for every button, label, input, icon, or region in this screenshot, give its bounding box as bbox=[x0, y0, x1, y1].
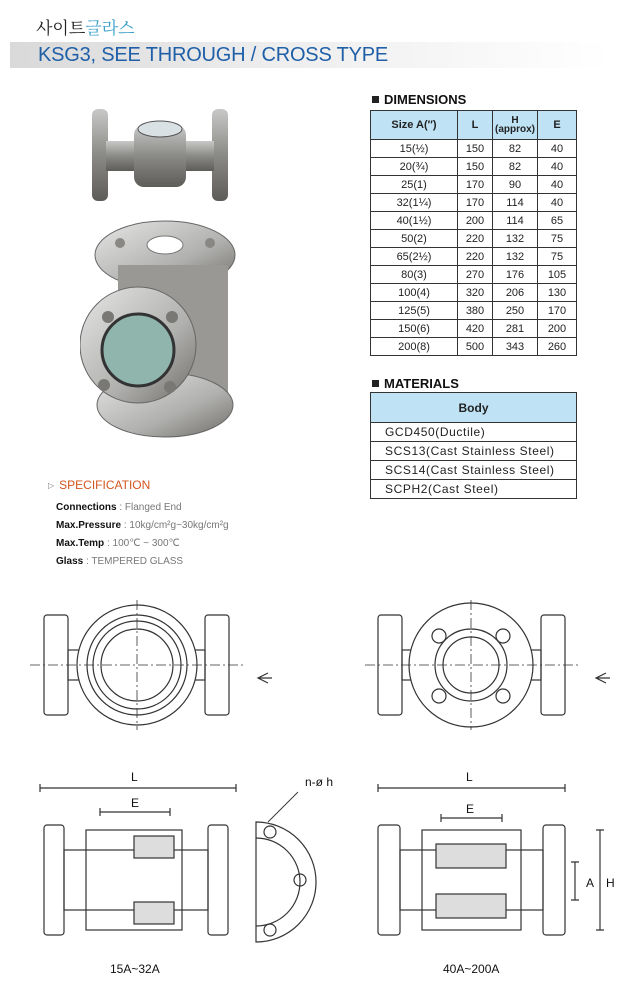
cell-size: 200(8) bbox=[371, 338, 458, 356]
left-front-view bbox=[30, 600, 272, 730]
dim-l-left: L bbox=[131, 770, 138, 784]
spec-connections: Connections : Flanged End bbox=[56, 502, 182, 513]
table-row bbox=[371, 212, 577, 230]
material-cell: SCPH2(Cast Steel) bbox=[371, 480, 577, 499]
cell-h: 132 bbox=[493, 248, 538, 266]
right-caption: 40A~200A bbox=[443, 962, 500, 976]
dim-a: A bbox=[586, 876, 595, 890]
spec-glass: Glass : TEMPERED GLASS bbox=[56, 556, 184, 567]
small-valve-photo bbox=[92, 109, 228, 201]
spec-value: TEMPERED GLASS bbox=[91, 556, 184, 567]
cell-l: 170 bbox=[458, 176, 493, 194]
category-prefix: 사이트 bbox=[36, 19, 86, 38]
cell-h: 82 bbox=[493, 158, 538, 176]
spec-label: Max.Temp bbox=[56, 538, 105, 549]
cell-size: 32(1¼) bbox=[371, 194, 458, 212]
dim-l-right: L bbox=[466, 770, 473, 784]
cell-size: 20(¾) bbox=[371, 158, 458, 176]
table-row bbox=[371, 480, 577, 499]
specification-heading: ▷ SPECIFICATION bbox=[48, 478, 150, 492]
cell-size: 50(2) bbox=[371, 230, 458, 248]
col-h-approx: (approx) bbox=[495, 124, 535, 135]
spec-temp: Max.Temp : 100℃ ~ 300℃ bbox=[56, 538, 180, 549]
cell-h: 82 bbox=[493, 140, 538, 158]
cell-size: 15(½) bbox=[371, 140, 458, 158]
table-row bbox=[371, 248, 577, 266]
cell-size: 100(4) bbox=[371, 284, 458, 302]
cell-size: 40(1½) bbox=[371, 212, 458, 230]
product-photos bbox=[80, 95, 260, 445]
large-valve-photo bbox=[80, 221, 235, 437]
table-row bbox=[371, 423, 577, 442]
col-e: E bbox=[538, 111, 577, 140]
left-section-view bbox=[40, 784, 316, 942]
table-row bbox=[371, 140, 577, 158]
cell-size: 150(6) bbox=[371, 320, 458, 338]
dimensions-header-row bbox=[371, 111, 577, 140]
cell-h: 176 bbox=[493, 266, 538, 284]
dimensions-table bbox=[370, 110, 577, 356]
cell-e: 200 bbox=[538, 320, 577, 338]
cell-e: 40 bbox=[538, 158, 577, 176]
cell-h: 343 bbox=[493, 338, 538, 356]
cell-h: 114 bbox=[493, 194, 538, 212]
cell-size: 25(1) bbox=[371, 176, 458, 194]
cell-e: 105 bbox=[538, 266, 577, 284]
cell-h: 90 bbox=[493, 176, 538, 194]
col-size: Size A(″) bbox=[371, 111, 458, 140]
table-row bbox=[371, 194, 577, 212]
table-row bbox=[371, 176, 577, 194]
category-suffix: 글라스 bbox=[85, 19, 135, 38]
cell-size: 65(2½) bbox=[371, 248, 458, 266]
col-l: L bbox=[458, 111, 493, 140]
table-row bbox=[371, 266, 577, 284]
cell-e: 40 bbox=[538, 176, 577, 194]
table-row bbox=[371, 461, 577, 480]
left-caption: 15A~32A bbox=[110, 962, 160, 976]
table-row bbox=[371, 338, 577, 356]
cell-e: 75 bbox=[538, 230, 577, 248]
material-cell: SCS14(Cast Stainless Steel) bbox=[371, 461, 577, 480]
materials-header-body: Body bbox=[371, 393, 577, 423]
table-row bbox=[371, 230, 577, 248]
cell-e: 170 bbox=[538, 302, 577, 320]
table-row bbox=[371, 320, 577, 338]
cell-l: 270 bbox=[458, 266, 493, 284]
cell-l: 420 bbox=[458, 320, 493, 338]
cell-l: 150 bbox=[458, 140, 493, 158]
dim-e-left: E bbox=[131, 796, 140, 810]
cell-h: 114 bbox=[493, 212, 538, 230]
table-row bbox=[371, 302, 577, 320]
cell-l: 200 bbox=[458, 212, 493, 230]
cell-l: 170 bbox=[458, 194, 493, 212]
spec-label: Connections bbox=[56, 502, 117, 513]
table-row bbox=[371, 284, 577, 302]
cell-e: 65 bbox=[538, 212, 577, 230]
cell-l: 380 bbox=[458, 302, 493, 320]
dim-e-right: E bbox=[466, 802, 475, 816]
spec-label: Max.Pressure bbox=[56, 520, 122, 531]
hole-note: n-ø h bbox=[305, 775, 334, 789]
cell-size: 125(5) bbox=[371, 302, 458, 320]
right-section-view bbox=[378, 784, 604, 935]
cell-e: 260 bbox=[538, 338, 577, 356]
cell-l: 220 bbox=[458, 248, 493, 266]
table-row bbox=[371, 158, 577, 176]
cell-e: 40 bbox=[538, 194, 577, 212]
category-title bbox=[36, 14, 135, 39]
technical-drawings bbox=[0, 600, 617, 982]
spec-pressure: Max.Pressure : 10kg/cm²g~30kg/cm²g bbox=[56, 520, 229, 531]
spec-value: Flanged End bbox=[124, 502, 182, 513]
col-h-label: H bbox=[511, 115, 519, 126]
cell-h: 250 bbox=[493, 302, 538, 320]
cell-l: 500 bbox=[458, 338, 493, 356]
cell-h: 281 bbox=[493, 320, 538, 338]
spec-label: Glass bbox=[56, 556, 84, 567]
materials-table bbox=[370, 392, 577, 499]
material-cell: GCD450(Ductile) bbox=[371, 423, 577, 442]
spec-value: 100℃ ~ 300℃ bbox=[112, 538, 180, 549]
cell-size: 80(3) bbox=[371, 266, 458, 284]
materials-heading: MATERIALS bbox=[372, 376, 459, 391]
dimensions-heading: DIMENSIONS bbox=[372, 92, 466, 107]
spec-value: 10kg/cm²g~30kg/cm²g bbox=[129, 520, 229, 531]
cell-e: 75 bbox=[538, 248, 577, 266]
cell-l: 150 bbox=[458, 158, 493, 176]
product-title: KSG3, SEE THROUGH / CROSS TYPE bbox=[38, 44, 389, 66]
cell-e: 130 bbox=[538, 284, 577, 302]
title-bar bbox=[10, 42, 610, 68]
right-front-view bbox=[365, 600, 610, 730]
material-cell: SCS13(Cast Stainless Steel) bbox=[371, 442, 577, 461]
col-h bbox=[493, 111, 538, 140]
cell-h: 206 bbox=[493, 284, 538, 302]
table-row bbox=[371, 442, 577, 461]
cell-e: 40 bbox=[538, 140, 577, 158]
cell-h: 132 bbox=[493, 230, 538, 248]
cell-l: 320 bbox=[458, 284, 493, 302]
dim-h: H bbox=[606, 876, 615, 890]
cell-l: 220 bbox=[458, 230, 493, 248]
